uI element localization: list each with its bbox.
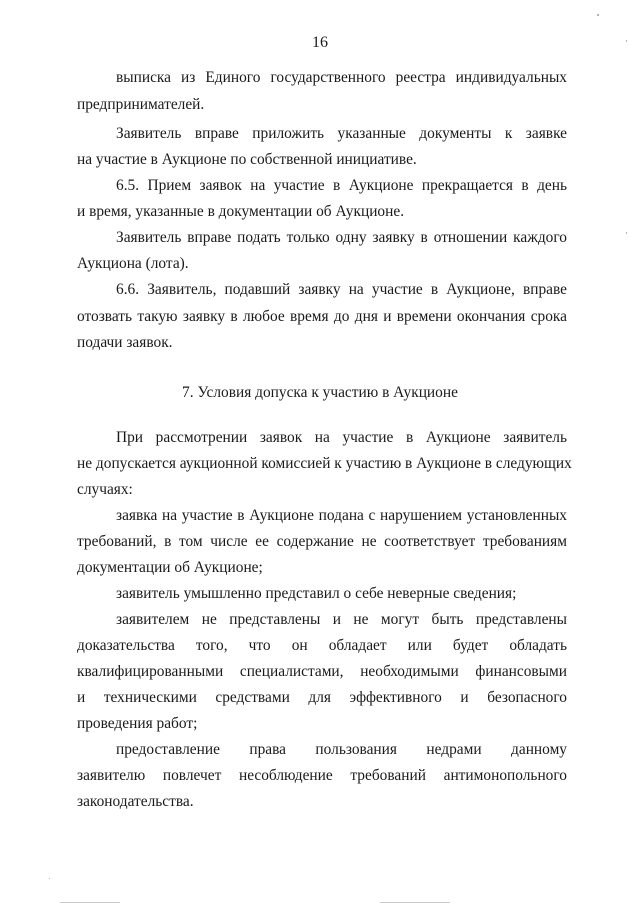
scan-speck <box>626 232 627 234</box>
text-line: заявитель умышленно представил о себе неверные сведения; <box>116 585 517 602</box>
text-line: случаях: <box>77 481 133 498</box>
scan-speck <box>626 40 627 42</box>
text-line: Аукциона (лота). <box>77 255 189 272</box>
section-heading: 7. Условия допуска к участию в Аукционе <box>182 384 458 401</box>
scan-speck <box>597 14 599 16</box>
text-line: законодательства. <box>77 793 194 810</box>
text-line: выписка из Единого государственного реестра индивидуальных <box>116 69 567 86</box>
text-line: Заявитель вправе приложить указанные документы к заявке <box>116 125 567 142</box>
scan-edge-artifact <box>380 902 450 903</box>
text-line: При рассмотрении заявок на участие в Аукционе заявитель <box>116 429 567 446</box>
text-line: отозвать такую заявку в любое время до дня и времени окончания срока <box>77 308 567 325</box>
text-line: заявителю повлечет несоблюдение требований антимонопольного <box>77 767 567 784</box>
scan-speck <box>49 878 50 879</box>
text-line: требований, в том числе ее содержание не соответствует требованиям <box>77 533 567 550</box>
text-line: 6.6. Заявитель, подавший заявку на участие в Аукционе, вправе <box>116 281 567 298</box>
text-line: документации об Аукционе; <box>77 559 263 576</box>
text-line: доказательства того, что он обладает или будет обладать <box>77 637 567 654</box>
text-line: 6.5. Прием заявок на участие в Аукционе прекращается в день <box>116 177 567 194</box>
text-line: и техническими средствами для эффективного и безопасного <box>77 689 567 706</box>
text-line: проведения работ; <box>77 715 198 732</box>
text-line: заявка на участие в Аукционе подана с нарушением установленных <box>116 507 567 524</box>
text-line: на участие в Аукционе по собственной инициативе. <box>77 151 417 168</box>
text-line: квалифицированными специалистами, необходимыми финансовыми <box>77 663 567 680</box>
scan-edge-artifact <box>60 902 120 903</box>
text-line: и время, указанные в документации об Аукционе. <box>77 203 405 220</box>
text-line: Заявитель вправе подать только одну заявку в отношении каждого <box>116 229 567 246</box>
text-line: подачи заявок. <box>77 334 173 351</box>
text-line: не допускается аукционной комиссией к участию в Аукционе в следующих <box>77 455 572 472</box>
text-line: предпринимателей. <box>77 96 205 113</box>
text-line: предоставление права пользования недрами данному <box>116 741 567 758</box>
page-number: 16 <box>312 34 328 51</box>
text-line: заявителем не представлены и не могут быть представлены <box>116 611 567 628</box>
